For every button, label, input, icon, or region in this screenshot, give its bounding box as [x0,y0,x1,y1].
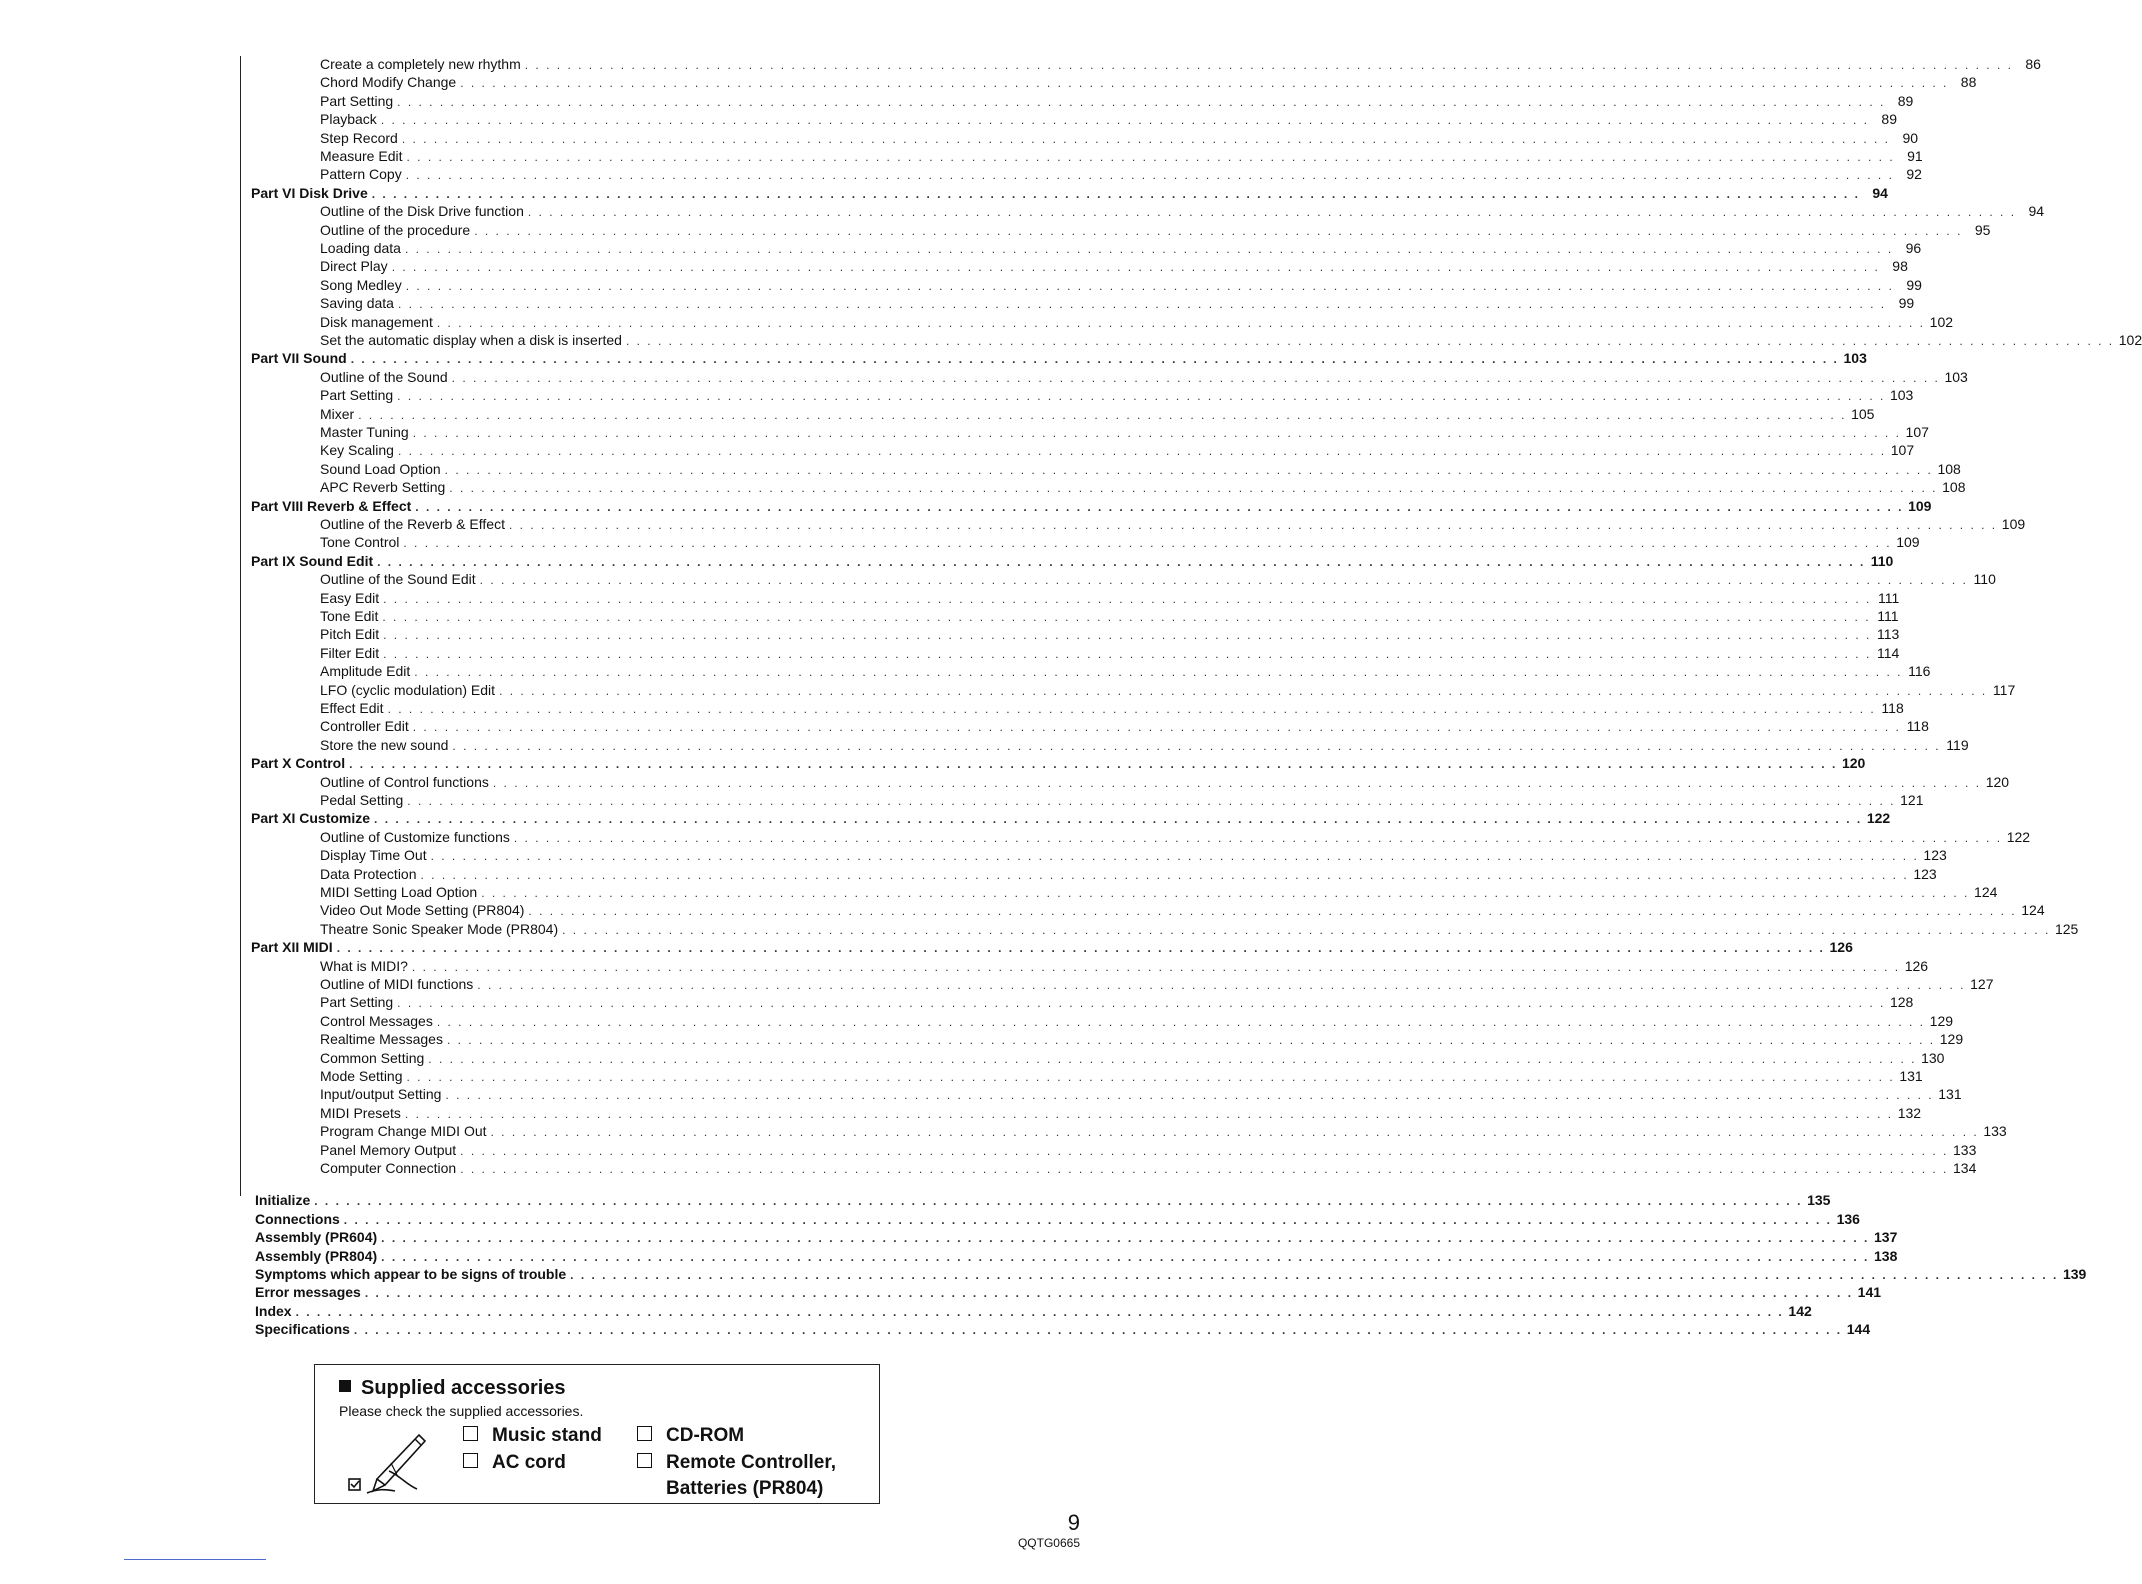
toc-entry [320,479,1966,496]
toc-entry-title: What is MIDI? [320,957,408,974]
toc-entry [320,203,2045,220]
dot-leader: . . . . . . . . . . . . . . . . . . . . . . . . . . . . . . . . . . . . . . . . . . . . . . . . . . . . . . . . . . . . . . . . . . . . . . . . . . . . . . . . . . . . . . . . . . . . . . . . . . . . . . . . . . . . . . . . . . . . . . . . . . . . . . . . . . . . . . . . . . . . [397,297,1887,312]
toc-entry-page: 134 [1953,1160,1977,1176]
toc-part-heading [251,939,1853,956]
toc-entry-page: 102 [2118,332,2142,348]
toc-entry [320,957,1929,975]
dot-leader: . . . . . . . . . . . . . . . . . . . . . . . . . . . . . . . . . . . . . . . . . . . . . . . . . . . . . . . . . . . . . . . . . . . . . . . . . . . . . . . . . . . . . . . . . . . . . . . . . . . . . . . . . . . . . . . . . . . . . . . . . . . . . . . . . . . . . . . . . . . . [414,665,1903,680]
accessory-music-stand: Music stand [463,1423,602,1449]
toc-entry-title: LFO (cyclic modulation) Edit [320,681,496,698]
toc-part-heading [251,810,1891,827]
toc-entry-title: Saving data [320,295,394,312]
toc-entry-title: Connections [255,1210,340,1227]
toc-entry-page: 120 [1841,755,1866,772]
dot-leader: . . . . . . . . . . . . . . . . . . . . . . . . . . . . . . . . . . . . . . . . . . . . . . . . . . . . . . . . . . . . . . . . . . . . . . . . . . . . . . . . . . . . . . . . . . . . . . . . . . . . . . . . . . . . . . . . . . . . . . . . . . . . . . . . . . . . . . . . . . . . [449,481,1938,496]
toc-entry-title: MIDI Setting Load Option [320,884,478,900]
toc-entry-title: Playback [320,111,377,128]
toc-entry [320,221,1991,239]
toc-entry-title: Part VIII Reverb & Effect [251,497,412,514]
dot-leader: . . . . . . . . . . . . . . . . . . . . . . . . . . . . . . . . . . . . . . . . . . . . . . . . . . . . . . . . . . . . . . . . . . . . . . . . . . . . . . . . . . . . . . . . . . . . . . . . . . . . . . . . . . . . . . . . . . . . . . . . . . . . . . . . . . . . . . . . . . . . [406,1070,1895,1084]
dot-leader: . . . . . . . . . . . . . . . . . . . . . . . . . . . . . . . . . . . . . . . . . . . . . . . . . . . . . . . . . . . . . . . . . . . . . . . . . . . . . . . . . . . . . . . . . . . . . . . . . . . . . . . . . . . . . . . . . . . . . . . . . . . . . . . . . . . . . . . . . . . . [412,720,1901,735]
toc-entry-page: 89 [1897,92,1914,109]
toc-entry [320,276,1922,294]
toc-entry-title: Video Out Mode Setting (PR804) [320,902,525,919]
toc-entry-page: 130 [1921,1049,1945,1066]
dot-leader: . . . . . . . . . . . . . . . . . . . . . . . . . . . . . . . . . . . . . . . . . . . . . . . . . . . . . . . . . . . . . . . . . . . . . . . . . . . . . . . . . . . . . . . . . . . . . . . . . . . . . . . . . . . . . . . . . . . . . . . . . . . . . . . . . . . . . . . . . . . . [404,242,1894,256]
toc-entry-title: Initialize [255,1192,311,1209]
toc-entry [320,56,2041,73]
dot-leader: . . . . . . . . . . . . . . . . . . . . . . . . . . . . . . . . . . . . . . . . . . . . . . . . . . . . . . . . . . . . . . . . . . . . . . . . . . . . . . . . . . . . . . . . . . . . . . . . . . . . . . . . . . . . . . . . . . . . . . . . . . . . . . . . . . . . . . . . . . . . [436,315,1926,330]
toc-entry-title: Panel Memory Output [320,1141,457,1158]
toc-entry-page: 142 [1788,1302,1812,1319]
toc-entry-title: Part IX Sound Edit [251,552,374,569]
toc-appendix-entry [255,1266,2087,1283]
checkbox-icon [637,1453,652,1468]
toc-entry [320,1049,1945,1067]
dot-leader: . . . . . . . . . . . . . . . . . . . . . . . . . . . . . . . . . . . . . . . . . . . . . . . . . . . . . . . . . . . . . . . . . . . . . . . . . . . . . . . . . . . . . . . . . . . . . . . . . . . . . . . . . . . . . . . . . . . . . . . . . . . . . . . . . . . . . . . . . . . . [295,1304,1784,1319]
dot-leader: . . . . . . . . . . . . . . . . . . . . . . . . . . . . . . . . . . . . . . . . . . . . . . . . . . . . . . . . . . . . . . . . . . . . . . . . . . . . . . . . . . . . . . . . . . . . . . . . . . . . . . . . . . . . . . . . . . . . . . . . . . . . . . . . . . . . . . . . . . . . [415,499,1904,514]
toc-entry-title: Assembly (PR604) [255,1229,378,1246]
toc-appendix-entry [255,1247,1898,1265]
toc-entry-title: Master Tuning [320,424,409,440]
toc-entry-page: 131 [1899,1068,1923,1084]
dot-leader: . . . . . . . . . . . . . . . . . . . . . . . . . . . . . . . . . . . . . . . . . . . . . . . . . . . . . . . . . . . . . . . . . . . . . . . . . . . . . . . . . . . . . . . . . . . . . . . . . . . . . . . . . . . . . . . . . . . . . . . . . . . . . . . . . . . . . . . . . . . . [479,573,1968,588]
toc-entry-title: Part Setting [320,387,394,404]
toc-entry [320,626,1900,643]
toc-entry [320,424,1929,441]
toc-entry-title: Part Setting [320,92,394,109]
toc-entry-page: 86 [2025,56,2041,72]
dot-leader: . . . . . . . . . . . . . . . . . . . . . . . . . . . . . . . . . . . . . . . . . . . . . . . . . . . . . . . . . . . . . . . . . . . . . . . . . . . . . . . . . . . . . . . . . . . . . . . . . . . . . . . . . . . . . . . . . . . . . . . . . . . . . . . . . . . . . . . . . . . . [460,1162,1949,1176]
toc-entry-title: Control Messages [320,1012,433,1029]
dot-leader: . . . . . . . . . . . . . . . . . . . . . . . . . . . . . . . . . . . . . . . . . . . . . . . . . . . . . . . . . . . . . . . . . . . . . . . . . . . . . . . . . . . . . . . . . . . . . . . . . . . . . . . . . . . . . . . . . . . . . . . . . . . . . . . . . . . . . . . . . . . . [444,462,1933,477]
accessories-subtitle: Please check the supplied accessories. [339,1403,584,1419]
toc-entry-title: Amplitude Edit [320,663,411,680]
toc-entry-title: Key Scaling [320,442,394,459]
toc-entry-page: 99 [1898,295,1915,312]
toc-entry [320,736,1969,754]
dot-leader: . . . . . . . . . . . . . . . . . . . . . . . . . . . . . . . . . . . . . . . . . . . . . . . . . . . . . . . . . . . . . . . . . . . . . . . . . . . . . . . . . . . . . . . . . . . . . . . . . . . . . . . . . . . . . . . . . . . . . . . . . . . . . . . . . . . . . . . . . . . . [397,444,1887,459]
toc-entry [320,92,1914,110]
toc-entry-page: 114 [1876,644,1900,661]
toc-entry-page: 107 [1905,424,1929,440]
toc-entry [320,1160,1977,1177]
toc-entry-page: 121 [1900,792,1924,808]
toc-entry [320,589,1900,607]
dot-leader: . . . . . . . . . . . . . . . . . . . . . . . . . . . . . . . . . . . . . . . . . . . . . . . . . . . . . . . . . . . . . . . . . . . . . . . . . . . . . . . . . . . . . . . . . . . . . . . . . . . . . . . . . . . . . . . . . . . . . . . . . . . . . . . . . . . . . . . . . . . . [411,959,1901,974]
square-bullet-icon [339,1380,351,1392]
toc-entry-title: Outline of the Disk Drive function [320,203,524,220]
toc-entry-title: Loading data [320,240,401,256]
toc-entry-title: Sound Load Option [320,460,441,477]
dot-leader: . . . . . . . . . . . . . . . . . . . . . . . . . . . . . . . . . . . . . . . . . . . . . . . . . . . . . . . . . . . . . . . . . . . . . . . . . . . . . . . . . . . . . . . . . . . . . . . . . . . . . . . . . . . . . . . . . . . . . . . . . . . . . . . . . . . . . . . . . . . . [625,334,2115,348]
toc-part-heading [251,184,1888,202]
dot-leader: . . . . . . . . . . . . . . . . . . . . . . . . . . . . . . . . . . . . . . . . . . . . . . . . . . . . . . . . . . . . . . . . . . . . . . . . . . . . . . . . . . . . . . . . . . . . . . . . . . . . . . . . . . . . . . . . . . . . . . . . . . . . . . . . . . . . . . . . . . . . [452,738,1941,753]
dot-leader: . . . . . . . . . . . . . . . . . . . . . . . . . . . . . . . . . . . . . . . . . . . . . . . . . . . . . . . . . . . . . . . . . . . . . . . . . . . . . . . . . . . . . . . . . . . . . . . . . . . . . . . . . . . . . . . . . . . . . . . . . . . . . . . . . . . . . . . . . . . . [383,591,1872,606]
toc-entry [320,1012,1954,1030]
toc-entry-page: 122 [2006,828,2031,845]
supplied-accessories-box [314,1364,880,1504]
dot-leader: . . . . . . . . . . . . . . . . . . . . . . . . . . . . . . . . . . . . . . . . . . . . . . . . . . . . . . . . . . . . . . . . . . . . . . . . . . . . . . . . . . . . . . . . . . . . . . . . . . . . . . . . . . . . . . . . . . . . . . . . . . . . . . . . . . . . . . . . . . . . [420,867,1909,882]
toc-entry-title: Filter Edit [320,644,380,661]
toc-entry [320,994,1914,1011]
dot-leader: . . . . . . . . . . . . . . . . . . . . . . . . . . . . . . . . . . . . . . . . . . . . . . . . . . . . . . . . . . . . . . . . . . . . . . . . . . . . . . . . . . . . . . . . . . . . . . . . . . . . . . . . . . . . . . . . . . . . . . . . . . . . . . . . . . . . . . . . . . . . [343,1212,1832,1227]
toc-entry-title: Program Change MIDI Out [320,1123,487,1140]
toc-entry-page: 141 [1857,1284,1882,1301]
toc-entry-page: 109 [2001,516,2026,532]
toc-entry-page: 128 [1889,994,1914,1011]
toc-entry [320,129,1919,147]
toc-entry-page: 91 [1907,148,1923,164]
toc-part-heading [251,497,1932,515]
toc-entry-title: Step Record [320,129,398,146]
toc-entry [320,166,1922,183]
dot-leader: . . . . . . . . . . . . . . . . . . . . . . . . . . . . . . . . . . . . . . . . . . . . . . . . . . . . . . . . . . . . . . . . . . . . . . . . . . . . . . . . . . . . . . . . . . . . . . . . . . . . . . . . . . . . . . . . . . . . . . . . . . . . . . . . . . . . . . . . . . . . [412,426,1901,440]
toc-entry [320,902,2045,919]
dot-leader: . . . . . . . . . . . . . . . . . . . . . . . . . . . . . . . . . . . . . . . . . . . . . . . . . . . . . . . . . . . . . . . . . . . . . . . . . . . . . . . . . . . . . . . . . . . . . . . . . . . . . . . . . . . . . . . . . . . . . . . . . . . . . . . . . . . . . . . . . . . . [430,849,1919,864]
toc-entry-page: 109 [1908,497,1932,514]
toc-entry [320,74,1977,91]
toc-entry-title: Common Setting [320,1049,425,1066]
toc-entry-title: Outline of the Sound Edit [320,571,476,588]
dot-leader: . . . . . . . . . . . . . . . . . . . . . . . . . . . . . . . . . . . . . . . . . . . . . . . . . . . . . . . . . . . . . . . . . . . . . . . . . . . . . . . . . . . . . . . . . . . . . . . . . . . . . . . . . . . . . . . . . . . . . . . . . . . . . . . . . . . . . . . . . . . . [405,168,1894,183]
pen-hand-icon [337,1429,447,1501]
toc-entry-page: 102 [1929,313,1954,330]
toc-entry [320,571,1996,588]
dot-leader: . . . . . . . . . . . . . . . . . . . . . . . . . . . . . . . . . . . . . . . . . . . . . . . . . . . . . . . . . . . . . . . . . . . . . . . . . . . . . . . . . . . . . . . . . . . . . . . . . . . . . . . . . . . . . . . . . . . . . . . . . . . . . . . . . . . . . . . . . . . . [397,996,1886,1011]
toc-entry-title: Index [255,1302,292,1319]
toc-entry-title: Specifications [255,1321,350,1338]
dot-leader: . . . . . . . . . . . . . . . . . . . . . . . . . . . . . . . . . . . . . . . . . . . . . . . . . . . . . . . . . . . . . . . . . . . . . . . . . . . . . . . . . . . . . . . . . . . . . . . . . . . . . . . . . . . . . . . . . . . . . . . . . . . . . . . . . . . . . . . . . . . . [492,775,1982,790]
toc-entry-page: 103 [1843,350,1867,367]
toc-entry-page: 139 [2062,1266,2087,1282]
toc-entry-title: Outline of the procedure [320,221,471,238]
toc-entry-page: 137 [1874,1229,1898,1246]
toc-entry-page: 111 [1877,608,1899,624]
toc-entry [320,332,2142,349]
toc-entry [320,442,1915,459]
dot-leader: . . . . . . . . . . . . . . . . . . . . . . . . . . . . . . . . . . . . . . . . . . . . . . . . . . . . . . . . . . . . . . . . . . . . . . . . . . . . . . . . . . . . . . . . . . . . . . . . . . . . . . . . . . . . . . . . . . . . . . . . . . . . . . . . . . . . . . . . . . . . [436,1014,1926,1029]
dot-leader: . . . . . . . . . . . . . . . . . . . . . . . . . . . . . . . . . . . . . . . . . . . . . . . . . . . . . . . . . . . . . . . . . . . . . . . . . . . . . . . . . . . . . . . . . . . . . . . . . . . . . . . . . . . . . . . . . . . . . . . . . . . . . . . . . . . . . . . . . . . . [451,370,1940,385]
toc-entry [320,460,1961,478]
dot-leader: . . . . . . . . . . . . . . . . . . . . . . . . . . . . . . . . . . . . . . . . . . . . . . . . . . . . . . . . . . . . . . . . . . . . . . . . . . . . . . . . . . . . . . . . . . . . . . . . . . . . . . . . . . . . . . . . . . . . . . . . . . . . . . . . . . . . . . . . . . . . [474,223,1963,238]
toc-entry [320,792,1924,809]
toc-entry-page: 119 [1946,736,1969,753]
toc-entry-page: 135 [1807,1192,1831,1209]
toc-entry-page: 123 [1913,865,1937,882]
toc-entry-page: 108 [1942,479,1966,496]
toc-entry-page: 94 [1872,184,1888,201]
toc-entry-page: 96 [1905,240,1922,256]
toc-entry [320,534,1920,551]
toc-entry [320,1068,1923,1085]
dot-leader: . . . . . . . . . . . . . . . . . . . . . . . . . . . . . . . . . . . . . . . . . . . . . . . . . . . . . . . . . . . . . . . . . . . . . . . . . . . . . . . . . . . . . . . . . . . . . . . . . . . . . . . . . . . . . . . . . . . . . . . . . . . . . . . . . . . . . . . . . . . . [527,205,2017,220]
toc-entry-title: MIDI Presets [320,1104,401,1121]
toc-entry-title: Data Protection [320,865,417,882]
toc-entry-title: Easy Edit [320,589,380,606]
toc-entry-page: 110 [1870,552,1894,569]
toc-entry-title: Outline of Customize functions [320,828,510,845]
toc-appendix-entry [255,1321,1871,1338]
toc-entry-page: 129 [1929,1012,1954,1029]
toc-entry-title: Part Setting [320,994,394,1011]
toc-entry-page: 129 [1939,1031,1964,1048]
toc-entry-title: Part X Control [251,755,346,772]
toc-entry [320,828,2031,846]
dot-leader: . . . . . . . . . . . . . . . . . . . . . . . . . . . . . . . . . . . . . . . . . . . . . . . . . . . . . . . . . . . . . . . . . . . . . . . . . . . . . . . . . . . . . . . . . . . . . . . . . . . . . . . . . . . . . . . . . . . . . . . . . . . . . . . . . . . . . . . . . . . . [383,628,1872,643]
toc-entry-page: 108 [1937,460,1961,477]
toc-entry-page: 124 [2021,902,2045,919]
toc-entry-page: 123 [1923,847,1947,864]
dot-leader: . . . . . . . . . . . . . . . . . . . . . . . . . . . . . . . . . . . . . . . . . . . . . . . . . . . . . . . . . . . . . . . . . . . . . . . . . . . . . . . . . . . . . . . . . . . . . . . . . . . . . . . . . . . . . . . . . . . . . . . . . . . . . . . . . . . . . . . . . . . . [350,352,1839,367]
toc-entry [320,1086,1962,1103]
toc-entry-page: 133 [1953,1141,1977,1158]
dot-leader: . . . . . . . . . . . . . . . . . . . . . . . . . . . . . . . . . . . . . . . . . . . . . . . . . . . . . . . . . . . . . . . . . . . . . . . . . . . . . . . . . . . . . . . . . . . . . . . . . . . . . . . . . . . . . . . . . . . . . . . . . . . . . . . . . . . . . . . . . . . . [407,794,1896,808]
toc-entry-title: Pitch Edit [320,626,380,643]
toc-entry [320,976,1994,993]
toc-entry-title: Store the new sound [320,736,449,753]
dot-leader: . . . . . . . . . . . . . . . . . . . . . . . . . . . . . . . . . . . . . . . . . . . . . . . . . . . . . . . . . . . . . . . . . . . . . . . . . . . . . . . . . . . . . . . . . . . . . . . . . . . . . . . . . . . . . . . . . . . . . . . . . . . . . . . . . . . . . . . . . . . . [401,131,1891,146]
toc-entry-page: 116 [1908,663,1931,680]
dot-leader: . . . . . . . . . . . . . . . . . . . . . . . . . . . . . . . . . . . . . . . . . . . . . . . . . . . . . . . . . . . . . . . . . . . . . . . . . . . . . . . . . . . . . . . . . . . . . . . . . . . . . . . . . . . . . . . . . . . . . . . . . . . . . . . . . . . . . . . . . . . . [381,1249,1870,1264]
toc-entry-title: Part VI Disk Drive [251,184,368,201]
dot-leader: . . . . . . . . . . . . . . . . . . . . . . . . . . . . . . . . . . . . . . . . . . . . . . . . . . . . . . . . . . . . . . . . . . . . . . . . . . . . . . . . . . . . . . . . . . . . . . . . . . . . . . . . . . . . . . . . . . . . . . . . . . . . . . . . . . . . . . . . . . . . [353,1323,1843,1338]
toc-entry-page: 92 [1906,166,1922,183]
dot-leader: . . . . . . . . . . . . . . . . . . . . . . . . . . . . . . . . . . . . . . . . . . . . . . . . . . . . . . . . . . . . . . . . . . . . . . . . . . . . . . . . . . . . . . . . . . . . . . . . . . . . . . . . . . . . . . . . . . . . . . . . . . . . . . . . . . . . . . . . . . . . [481,886,1970,900]
toc-appendix-entry [255,1229,1898,1246]
toc-entry [320,387,1914,404]
toc-entry [320,1104,1922,1122]
checkbox-icon [637,1426,652,1441]
dot-leader: . . . . . . . . . . . . . . . . . . . . . . . . . . . . . . . . . . . . . . . . . . . . . . . . . . . . . . . . . . . . . . . . . . . . . . . . . . . . . . . . . . . . . . . . . . . . . . . . . . . . . . . . . . . . . . . . . . . . . . . . . . . . . . . . . . . . . . . . . . . . [460,1143,1949,1158]
toc-entry-page: 144 [1846,1321,1871,1338]
toc-entry [320,663,1931,680]
toc-entry-title: Part VII Sound [251,350,347,367]
toc-entry-page: 127 [1970,976,1994,992]
toc-entry-page: 131 [1938,1086,1962,1103]
toc-entry-page: 95 [1974,221,1991,238]
toc-entry-title: Display Time Out [320,847,427,864]
toc-appendix-entry [255,1284,1882,1301]
toc-entry [320,111,1897,128]
dot-leader: . . . . . . . . . . . . . . . . . . . . . . . . . . . . . . . . . . . . . . . . . . . . . . . . . . . . . . . . . . . . . . . . . . . . . . . . . . . . . . . . . . . . . . . . . . . . . . . . . . . . . . . . . . . . . . . . . . . . . . . . . . . . . . . . . . . . . . . . . . . . [364,1286,1854,1301]
toc-entry-page: 111 [1878,589,1900,606]
toc-entry [320,516,2026,533]
dot-leader: . . . . . . . . . . . . . . . . . . . . . . . . . . . . . . . . . . . . . . . . . . . . . . . . . . . . . . . . . . . . . . . . . . . . . . . . . . . . . . . . . . . . . . . . . . . . . . . . . . . . . . . . . . . . . . . . . . . . . . . . . . . . . . . . . . . . . . . . . . . . [349,757,1838,772]
toc-entry [320,847,1947,864]
toc-entry [320,148,1923,165]
dot-leader: . . . . . . . . . . . . . . . . . . . . . . . . . . . . . . . . . . . . . . . . . . . . . . . . . . . . . . . . . . . . . . . . . . . . . . . . . . . . . . . . . . . . . . . . . . . . . . . . . . . . . . . . . . . . . . . . . . . . . . . . . . . . . . . . . . . . . . . . . . . . [371,186,1860,201]
toc-appendix-entry [255,1192,1831,1209]
toc-entry-title: Pattern Copy [320,166,402,183]
toc-entry-page: 136 [1836,1210,1860,1227]
toc-entry-page: 132 [1897,1104,1922,1121]
dot-leader: . . . . . . . . . . . . . . . . . . . . . . . . . . . . . . . . . . . . . . . . . . . . . . . . . . . . . . . . . . . . . . . . . . . . . . . . . . . . . . . . . . . . . . . . . . . . . . . . . . . . . . . . . . . . . . . . . . . . . . . . . . . . . . . . . . . . . . . . . . . . [314,1194,1803,1209]
toc-entry-title: Error messages [255,1284,361,1301]
toc-entry-title: Controller Edit [320,718,409,735]
toc-entry [320,644,1900,662]
dot-leader: . . . . . . . . . . . . . . . . . . . . . . . . . . . . . . . . . . . . . . . . . . . . . . . . . . . . . . . . . . . . . . . . . . . . . . . . . . . . . . . . . . . . . . . . . . . . . . . . . . . . . . . . . . . . . . . . . . . . . . . . . . . . . . . . . . . . . . . . . . . . [428,1051,1917,1066]
toc-appendix-entry [255,1302,1812,1320]
toc-entry-title: Tone Edit [320,608,379,624]
toc-entry-title: Effect Edit [320,700,384,716]
toc-entry-page: 90 [1902,129,1919,146]
dot-leader: . . . . . . . . . . . . . . . . . . . . . . . . . . . . . . . . . . . . . . . . . . . . . . . . . . . . . . . . . . . . . . . . . . . . . . . . . . . . . . . . . . . . . . . . . . . . . . . . . . . . . . . . . . . . . . . . . . . . . . . . . . . . . . . . . . . . . . . . . . . . [382,610,1871,624]
toc-entry-page: 133 [1983,1123,2007,1140]
toc-entry-page: 120 [1985,773,2010,790]
toc-entry-title: Input/output Setting [320,1086,442,1103]
toc-entry [320,1123,2007,1140]
toc-entry [320,258,1908,275]
dot-leader: . . . . . . . . . . . . . . . . . . . . . . . . . . . . . . . . . . . . . . . . . . . . . . . . . . . . . . . . . . . . . . . . . . . . . . . . . . . . . . . . . . . . . . . . . . . . . . . . . . . . . . . . . . . . . . . . . . . . . . . . . . . . . . . . . . . . . . . . . . . . [397,94,1886,109]
toc-entry-title: Outline of Control functions [320,773,489,790]
toc-entry-page: 126 [1904,957,1929,974]
page-number: 9 [1067,1510,1080,1535]
toc-entry-title: Disk management [320,313,433,330]
dot-leader: . . . . . . . . . . . . . . . . . . . . . . . . . . . . . . . . . . . . . . . . . . . . . . . . . . . . . . . . . . . . . . . . . . . . . . . . . . . . . . . . . . . . . . . . . . . . . . . . . . . . . . . . . . . . . . . . . . . . . . . . . . . . . . . . . . . . . . . . . . . . [380,113,1869,128]
dot-leader: . . . . . . . . . . . . . . . . . . . . . . . . . . . . . . . . . . . . . . . . . . . . . . . . . . . . . . . . . . . . . . . . . . . . . . . . . . . . . . . . . . . . . . . . . . . . . . . . . . . . . . . . . . . . . . . . . . . . . . . . . . . . . . . . . . . . . . . . . . . . [513,830,2003,845]
bottom-rule [124,1559,266,1560]
toc-entry-title: Outline of the Reverb & Effect [320,516,505,532]
toc-entry-title: Pedal Setting [320,792,404,808]
toc-entry-title: APC Reverb Setting [320,479,446,496]
toc-entry [320,865,1937,883]
dot-leader: . . . . . . . . . . . . . . . . . . . . . . . . . . . . . . . . . . . . . . . . . . . . . . . . . . . . . . . . . . . . . . . . . . . . . . . . . . . . . . . . . . . . . . . . . . . . . . . . . . . . . . . . . . . . . . . . . . . . . . . . . . . . . . . . . . . . . . . . . . . . [336,941,1825,956]
toc-entry-page: 118 [1881,700,1904,716]
dot-leader: . . . . . . . . . . . . . . . . . . . . . . . . . . . . . . . . . . . . . . . . . . . . . . . . . . . . . . . . . . . . . . . . . . . . . . . . . . . . . . . . . . . . . . . . . . . . . . . . . . . . . . . . . . . . . . . . . . . . . . . . . . . . . . . . . . . . . . . . . . . . [406,150,1895,164]
dot-leader: . . . . . . . . . . . . . . . . . . . . . . . . . . . . . . . . . . . . . . . . . . . . . . . . . . . . . . . . . . . . . . . . . . . . . . . . . . . . . . . . . . . . . . . . . . . . . . . . . . . . . . . . . . . . . . . . . . . . . . . . . . . . . . . . . . . . . . . . . . . . [562,922,2051,937]
dot-leader: . . . . . . . . . . . . . . . . . . . . . . . . . . . . . . . . . . . . . . . . . . . . . . . . . . . . . . . . . . . . . . . . . . . . . . . . . . . . . . . . . . . . . . . . . . . . . . . . . . . . . . . . . . . . . . . . . . . . . . . . . . . . . . . . . . . . . . . . . . . . [445,1088,1934,1103]
accessory-remote-controller: Remote Controller, Batteries (PR804) [637,1450,836,1502]
toc-entry [320,1141,1977,1159]
toc-entry [320,681,2016,699]
margin-rule [240,56,241,1196]
toc-entry [320,608,1899,625]
toc-entry [320,368,1968,386]
dot-leader: . . . . . . . . . . . . . . . . . . . . . . . . . . . . . . . . . . . . . . . . . . . . . . . . . . . . . . . . . . . . . . . . . . . . . . . . . . . . . . . . . . . . . . . . . . . . . . . . . . . . . . . . . . . . . . . . . . . . . . . . . . . . . . . . . . . . . . . . . . . . [374,812,1863,827]
toc-entry-title: Theatre Sonic Speaker Mode (PR804) [320,920,559,937]
dot-leader: . . . . . . . . . . . . . . . . . . . . . . . . . . . . . . . . . . . . . . . . . . . . . . . . . . . . . . . . . . . . . . . . . . . . . . . . . . . . . . . . . . . . . . . . . . . . . . . . . . . . . . . . . . . . . . . . . . . . . . . . . . . . . . . . . . . . . . . . . . . . [460,76,1949,91]
toc-entry [320,884,1998,901]
accessory-ac-cord: AC cord [463,1450,566,1476]
dot-leader: . . . . . . . . . . . . . . . . . . . . . . . . . . . . . . . . . . . . . . . . . . . . . . . . . . . . . . . . . . . . . . . . . . . . . . . . . . . . . . . . . . . . . . . . . . . . . . . . . . . . . . . . . . . . . . . . . . . . . . . . . . . . . . . . . . . . . . . . . . . . [570,1268,2059,1282]
toc-entry-title: Outline of the Sound [320,368,448,385]
toc-entry-page: 103 [1944,368,1968,385]
accessories-title: Supplied accessories [339,1377,566,1400]
toc-entry-page: 118 [1906,718,1929,735]
toc-entry-page: 88 [1960,74,1977,91]
toc-entry-page: 124 [1974,884,1998,900]
dot-leader: . . . . . . . . . . . . . . . . . . . . . . . . . . . . . . . . . . . . . . . . . . . . . . . . . . . . . . . . . . . . . . . . . . . . . . . . . . . . . . . . . . . . . . . . . . . . . . . . . . . . . . . . . . . . . . . . . . . . . . . . . . . . . . . . . . . . . . . . . . . . [490,1125,1979,1140]
dot-leader: . . . . . . . . . . . . . . . . . . . . . . . . . . . . . . . . . . . . . . . . . . . . . . . . . . . . . . . . . . . . . . . . . . . . . . . . . . . . . . . . . . . . . . . . . . . . . . . . . . . . . . . . . . . . . . . . . . . . . . . . . . . . . . . . . . . . . . . . . . . . [508,518,1998,532]
toc-entry-page: 113 [1877,626,1900,643]
toc-entry-title: Set the automatic display when a disk is inserted [320,332,622,348]
toc-entry-title: Direct Play [320,258,388,275]
toc-entry-title: Outline of MIDI functions [320,976,474,992]
toc-entry-title: Create a completely new rhythm [320,56,521,72]
checkbox-icon [463,1453,478,1468]
dot-leader: . . . . . . . . . . . . . . . . . . . . . . . . . . . . . . . . . . . . . . . . . . . . . . . . . . . . . . . . . . . . . . . . . . . . . . . . . . . . . . . . . . . . . . . . . . . . . . . . . . . . . . . . . . . . . . . . . . . . . . . . . . . . . . . . . . . . . . . . . . . . [499,683,1988,698]
toc-part-heading [251,350,1867,367]
toc-entry-page: 98 [1892,258,1908,275]
toc-entry-title: Tone Control [320,534,400,551]
toc-entry [320,295,1915,312]
dot-leader: . . . . . . . . . . . . . . . . . . . . . . . . . . . . . . . . . . . . . . . . . . . . . . . . . . . . . . . . . . . . . . . . . . . . . . . . . . . . . . . . . . . . . . . . . . . . . . . . . . . . . . . . . . . . . . . . . . . . . . . . . . . . . . . . . . . . . . . . . . . . [397,389,1886,404]
dot-leader: . . . . . . . . . . . . . . . . . . . . . . . . . . . . . . . . . . . . . . . . . . . . . . . . . . . . . . . . . . . . . . . . . . . . . . . . . . . . . . . . . . . . . . . . . . . . . . . . . . . . . . . . . . . . . . . . . . . . . . . . . . . . . . . . . . . . . . . . . . . . [387,702,1876,716]
toc-entry-title: Measure Edit [320,148,403,164]
checkbox-icon [463,1426,478,1441]
toc-entry-title: Realtime Messages [320,1031,443,1048]
dot-leader: . . . . . . . . . . . . . . . . . . . . . . . . . . . . . . . . . . . . . . . . . . . . . . . . . . . . . . . . . . . . . . . . . . . . . . . . . . . . . . . . . . . . . . . . . . . . . . . . . . . . . . . . . . . . . . . . . . . . . . . . . . . . . . . . . . . . . . . . . . . . [381,1231,1870,1246]
dot-leader: . . . . . . . . . . . . . . . . . . . . . . . . . . . . . . . . . . . . . . . . . . . . . . . . . . . . . . . . . . . . . . . . . . . . . . . . . . . . . . . . . . . . . . . . . . . . . . . . . . . . . . . . . . . . . . . . . . . . . . . . . . . . . . . . . . . . . . . . . . . . [446,1033,1936,1048]
toc-entry-title: Mode Setting [320,1068,403,1084]
toc-entry-page: 94 [2028,203,2045,220]
toc-entry [320,1031,1964,1048]
toc-entry-title: Part XII MIDI [251,939,333,956]
toc-entry-page: 109 [1896,534,1920,551]
toc-entry-page: 89 [1881,111,1897,128]
dot-leader: . . . . . . . . . . . . . . . . . . . . . . . . . . . . . . . . . . . . . . . . . . . . . . . . . . . . . . . . . . . . . . . . . . . . . . . . . . . . . . . . . . . . . . . . . . . . . . . . . . . . . . . . . . . . . . . . . . . . . . . . . . . . . . . . . . . . . . . . . . . . [377,554,1866,569]
toc-entry-title: Part XI Customize [251,810,371,827]
toc-entry-page: 117 [1992,681,2016,698]
toc-entry [320,773,2010,791]
toc-entry-page: 107 [1890,442,1915,459]
dot-leader: . . . . . . . . . . . . . . . . . . . . . . . . . . . . . . . . . . . . . . . . . . . . . . . . . . . . . . . . . . . . . . . . . . . . . . . . . . . . . . . . . . . . . . . . . . . . . . . . . . . . . . . . . . . . . . . . . . . . . . . . . . . . . . . . . . . . . . . . . . . . [391,260,1880,275]
toc-appendix-entry [255,1210,1860,1228]
dot-leader: . . . . . . . . . . . . . . . . . . . . . . . . . . . . . . . . . . . . . . . . . . . . . . . . . . . . . . . . . . . . . . . . . . . . . . . . . . . . . . . . . . . . . . . . . . . . . . . . . . . . . . . . . . . . . . . . . . . . . . . . . . . . . . . . . . . . . . . . . . . . [403,536,1892,551]
toc-entry [320,240,1922,257]
toc-entry-page: 103 [1889,387,1914,404]
toc-entry-page: 122 [1866,810,1891,827]
toc-entry-title: Assembly (PR804) [255,1247,378,1264]
toc-entry [320,405,1875,423]
dot-leader: . . . . . . . . . . . . . . . . . . . . . . . . . . . . . . . . . . . . . . . . . . . . . . . . . . . . . . . . . . . . . . . . . . . . . . . . . . . . . . . . . . . . . . . . . . . . . . . . . . . . . . . . . . . . . . . . . . . . . . . . . . . . . . . . . . . . . . . . . . . . [404,1106,1894,1121]
toc-entry-title: Song Medley [320,276,402,293]
toc-entry-page: 125 [2054,920,2079,937]
toc-part-heading [251,755,1866,772]
toc-entry-page: 105 [1851,405,1875,422]
toc-entry-title: Computer Connection [320,1160,457,1176]
dot-leader: . . . . . . . . . . . . . . . . . . . . . . . . . . . . . . . . . . . . . . . . . . . . . . . . . . . . . . . . . . . . . . . . . . . . . . . . . . . . . . . . . . . . . . . . . . . . . . . . . . . . . . . . . . . . . . . . . . . . . . . . . . . . . . . . . . . . . . . . . . . . [528,904,2017,919]
toc-entry-title: Mixer [320,405,355,422]
toc-entry-title: Chord Modify Change [320,74,457,91]
toc-entry-page: 99 [1906,276,1922,293]
toc-entry-page: 126 [1829,939,1853,956]
dot-leader: . . . . . . . . . . . . . . . . . . . . . . . . . . . . . . . . . . . . . . . . . . . . . . . . . . . . . . . . . . . . . . . . . . . . . . . . . . . . . . . . . . . . . . . . . . . . . . . . . . . . . . . . . . . . . . . . . . . . . . . . . . . . . . . . . . . . . . . . . . . . [524,58,2013,72]
toc-entry-page: 138 [1874,1247,1898,1264]
toc-entry-title: Symptoms which appear to be signs of trouble [255,1266,567,1282]
toc-part-heading [251,552,1894,570]
accessory-cd-rom: CD-ROM [637,1423,744,1449]
dot-leader: . . . . . . . . . . . . . . . . . . . . . . . . . . . . . . . . . . . . . . . . . . . . . . . . . . . . . . . . . . . . . . . . . . . . . . . . . . . . . . . . . . . . . . . . . . . . . . . . . . . . . . . . . . . . . . . . . . . . . . . . . . . . . . . . . . . . . . . . . . . . [477,978,1966,992]
toc-entry [320,718,1929,735]
dot-leader: . . . . . . . . . . . . . . . . . . . . . . . . . . . . . . . . . . . . . . . . . . . . . . . . . . . . . . . . . . . . . . . . . . . . . . . . . . . . . . . . . . . . . . . . . . . . . . . . . . . . . . . . . . . . . . . . . . . . . . . . . . . . . . . . . . . . . . . . . . . . [405,278,1894,293]
toc-entry [320,700,1904,717]
toc-entry [320,313,1954,331]
dot-leader: . . . . . . . . . . . . . . . . . . . . . . . . . . . . . . . . . . . . . . . . . . . . . . . . . . . . . . . . . . . . . . . . . . . . . . . . . . . . . . . . . . . . . . . . . . . . . . . . . . . . . . . . . . . . . . . . . . . . . . . . . . . . . . . . . . . . . . . . . . . . [383,646,1872,661]
toc-entry-page: 110 [1973,571,1996,588]
dot-leader: . . . . . . . . . . . . . . . . . . . . . . . . . . . . . . . . . . . . . . . . . . . . . . . . . . . . . . . . . . . . . . . . . . . . . . . . . . . . . . . . . . . . . . . . . . . . . . . . . . . . . . . . . . . . . . . . . . . . . . . . . . . . . . . . . . . . . . . . . . . . [358,407,1847,422]
toc-entry [320,920,2079,938]
document-code: QQTG0665 [1017,1536,1080,1550]
